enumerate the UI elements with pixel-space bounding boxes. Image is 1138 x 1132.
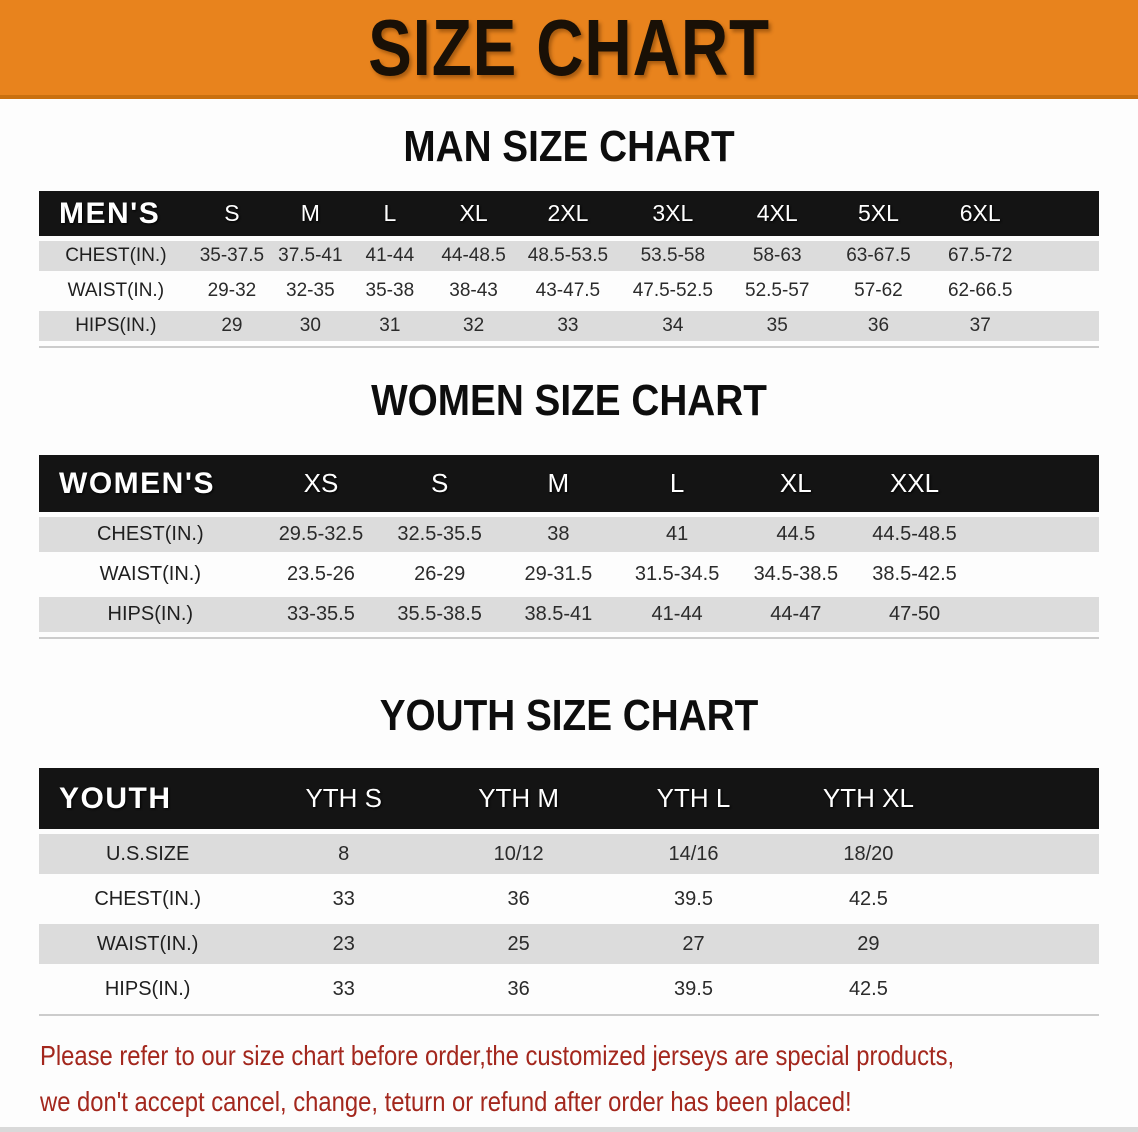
header-filler (974, 455, 1099, 512)
column-header: 3XL (652, 200, 694, 226)
measurement-cell: 41-44 (365, 245, 415, 266)
column-header: XL (459, 200, 488, 226)
measurement-cell: 35-37.5 (199, 245, 265, 266)
measurement-cell: 53.5-58 (640, 245, 706, 266)
column-header: YTH S (305, 783, 383, 813)
measurement-cell: 39.5 (674, 887, 713, 910)
measurement-cell: 48.5-53.5 (527, 245, 609, 266)
table-row (39, 924, 1099, 964)
measurement-cell: 25 (507, 932, 530, 955)
table-row (39, 276, 1099, 306)
table-row (39, 597, 1099, 632)
row-filler (974, 517, 1099, 552)
column-header: S (431, 468, 449, 498)
column-header: XL (779, 468, 812, 498)
row-filler (974, 597, 1099, 632)
measurement-cell: 29.5-32.5 (278, 523, 364, 545)
measurement-cell: 29-31.5 (524, 563, 593, 585)
table-row (39, 879, 1099, 919)
measurement-cell: 38 (547, 523, 570, 545)
column-header: M (300, 200, 320, 226)
measurement-cell: 32-35 (286, 280, 335, 301)
measurement-cell: 47.5-52.5 (632, 280, 713, 301)
measurement-cell: 44.5-48.5 (872, 523, 957, 545)
row-filler (1031, 311, 1099, 341)
measurement-cell: 27 (682, 932, 705, 955)
row-filler (1031, 241, 1099, 271)
row-label: WAIST(IN.) (99, 563, 202, 585)
measurement-cell: 57-62 (854, 280, 903, 301)
column-header: YTH M (478, 783, 560, 813)
row-label: CHEST(IN.) (94, 887, 201, 910)
measurement-cell: 58-63 (752, 245, 802, 266)
measurement-cell: 8 (338, 842, 350, 865)
measurement-cell: 30 (299, 315, 321, 336)
measurement-cell: 33 (332, 977, 355, 1000)
measurement-cell: 14/16 (668, 842, 719, 865)
row-filler (956, 879, 1099, 919)
measurement-cell: 31.5-34.5 (634, 563, 720, 585)
measurement-cell: 33-35.5 (287, 603, 355, 625)
column-header: S (224, 200, 240, 226)
banner (0, 0, 1138, 99)
measurement-cell: 38.5-41 (524, 603, 593, 625)
table-row (39, 517, 1099, 552)
column-header: 4XL (756, 200, 798, 226)
table-row (39, 311, 1099, 341)
men-section-title: MAN SIZE CHART (403, 122, 735, 171)
measurement-cell: 39.5 (674, 977, 713, 1000)
women-section-title: WOMEN SIZE CHART (371, 376, 767, 425)
row-label: CHEST(IN.) (96, 523, 204, 545)
measurement-cell: 36 (507, 977, 530, 1000)
row-label: HIPS(IN.) (75, 315, 157, 336)
measurement-cell: 62-66.5 (947, 280, 1013, 301)
column-header: 2XL (547, 200, 589, 226)
measurement-cell: 33 (557, 315, 579, 336)
row-label: HIPS(IN.) (104, 977, 191, 1000)
order-note (0, 1033, 1138, 1125)
measurement-cell: 44.5 (776, 523, 816, 545)
measurement-cell: 43-47.5 (535, 280, 601, 301)
measurement-cell: 31 (379, 315, 401, 336)
table-group-label: MEN'S (59, 196, 161, 230)
measurement-cell: 42.5 (848, 887, 888, 910)
measurement-cell: 29 (857, 932, 880, 955)
measurement-cell: 29 (221, 315, 243, 336)
column-header: 5XL (857, 200, 899, 226)
header-filler (1031, 191, 1099, 236)
column-header: XS (303, 468, 339, 498)
measurement-cell: 26-29 (414, 563, 466, 585)
measurement-cell: 44-48.5 (441, 245, 506, 266)
column-header: YTH L (656, 783, 731, 813)
measurement-cell: 33 (332, 887, 355, 910)
measurement-cell: 34 (662, 315, 684, 336)
row-label: WAIST(IN.) (96, 932, 199, 955)
table-row (39, 241, 1099, 271)
column-header: L (383, 200, 397, 226)
measurement-cell: 35-38 (365, 280, 415, 301)
measurement-cell: 10/12 (493, 842, 544, 865)
column-header: 6XL (959, 200, 1001, 226)
measurement-cell: 38-43 (449, 280, 498, 301)
measurement-cell: 32.5-35.5 (397, 523, 482, 545)
youth-size-table (39, 763, 1099, 1016)
measurement-cell: 37 (969, 315, 991, 336)
measurement-cell: 37.5-41 (278, 245, 343, 266)
table-row (39, 969, 1099, 1009)
measurement-cell: 34.5-38.5 (753, 563, 839, 585)
bottom-strip (0, 1127, 1138, 1132)
men-size-table (39, 186, 1099, 348)
measurement-cell: 23.5-26 (287, 563, 355, 585)
measurement-cell: 52.5-57 (745, 280, 810, 301)
measurement-cell: 36 (867, 315, 890, 336)
header-filler (956, 768, 1099, 829)
measurement-cell: 32 (463, 315, 485, 336)
row-label: HIPS(IN.) (107, 603, 194, 625)
column-header: YTH XL (822, 783, 914, 813)
row-filler (956, 924, 1099, 964)
table-header-row (39, 768, 1099, 829)
measurement-cell: 36 (507, 887, 530, 910)
row-filler (974, 557, 1099, 592)
measurement-cell: 63-67.5 (846, 245, 911, 266)
row-filler (1031, 276, 1099, 306)
row-filler (956, 969, 1099, 1009)
note-line-2: we don't accept cancel, change, teturn or refund after order has been placed! (40, 1086, 852, 1117)
measurement-cell: 35.5-38.5 (397, 603, 482, 625)
page-title: SIZE CHART (368, 2, 770, 92)
youth-size-section (0, 693, 1138, 1016)
measurement-cell: 35 (766, 315, 788, 336)
women-size-table (39, 450, 1099, 639)
women-size-section (0, 378, 1138, 639)
men-size-section (0, 124, 1138, 348)
column-header: L (669, 468, 685, 498)
measurement-cell: 38.5-42.5 (872, 563, 957, 585)
row-label: U.S.SIZE (105, 842, 190, 865)
table-header-row (39, 455, 1099, 512)
measurement-cell: 41 (665, 523, 689, 545)
youth-section-title: YOUTH SIZE CHART (379, 691, 759, 740)
column-header: M (547, 468, 570, 498)
table-group-label: YOUTH (59, 781, 172, 815)
measurement-cell: 42.5 (848, 977, 888, 1000)
table-row (39, 834, 1099, 874)
table-group-label: WOMEN'S (59, 466, 215, 500)
measurement-cell: 41-44 (651, 603, 703, 625)
measurement-cell: 44-47 (770, 603, 822, 625)
measurement-cell: 67.5-72 (947, 245, 1013, 266)
note-line-1: Please refer to our size chart before order,the customized jerseys are special products, (40, 1040, 955, 1071)
measurement-cell: 29-32 (207, 280, 257, 301)
measurement-cell: 23 (332, 932, 355, 955)
table-header-row (39, 191, 1099, 236)
row-filler (956, 834, 1099, 874)
table-row (39, 557, 1099, 592)
row-label: CHEST(IN.) (65, 245, 167, 266)
measurement-cell: 47-50 (888, 603, 941, 625)
column-header: XXL (889, 468, 940, 498)
measurement-cell: 18/20 (843, 842, 894, 865)
row-label: WAIST(IN.) (67, 280, 165, 301)
